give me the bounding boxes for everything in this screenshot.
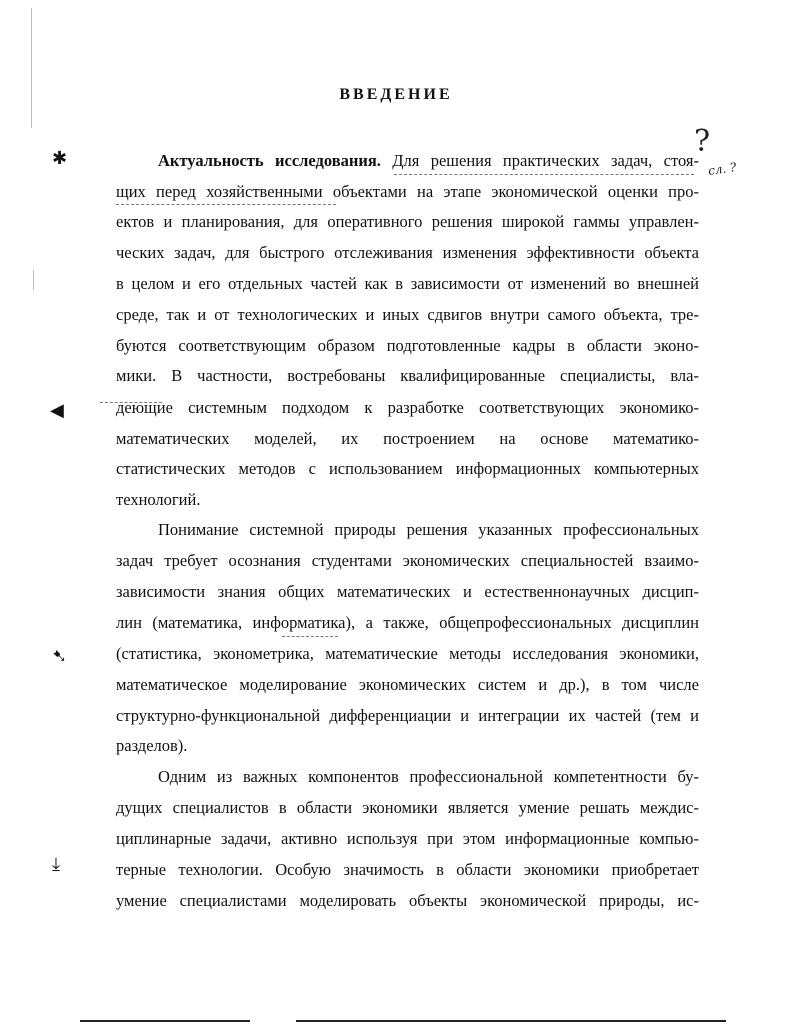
margin-mark-icon: ◀ <box>50 400 64 421</box>
handwritten-scribble: сл. ? <box>707 160 738 178</box>
scan-edge-line <box>31 8 32 128</box>
margin-mark-icon: ➷ <box>52 646 68 667</box>
paragraph-line: ектов и планирования, для оперативного решения широкой гаммы управлен- <box>116 212 699 231</box>
scan-edge-line <box>296 1020 726 1022</box>
section-lead: Актуальность исследования. <box>158 151 381 170</box>
paragraph-line: среде, так и от технологических и иных сдвигов внутри самого объекта, тре- <box>116 305 699 324</box>
paragraph-line: циплинарные задачи, активно используя при этом информационные компью- <box>116 829 699 848</box>
paragraph-line: умение специалистами моделировать объекты экономической природы, ис- <box>116 891 699 910</box>
paragraph-line: мики. В частности, востребованы квалифицированные специалисты, вла- <box>116 366 699 385</box>
paragraph-line: деющие системным подходом к разработке соответствующих экономико- <box>116 398 699 417</box>
scan-edge-line <box>33 270 34 290</box>
paragraph-line: в целом и его отдельных частей как в зависимости от изменений во внешней <box>116 274 699 293</box>
paragraph-line: щих перед хозяйственными объектами на этапе экономической оценки про- <box>116 182 699 201</box>
paragraph-line: задач требует осознания студентами экономических специальностей взаимо- <box>116 551 699 570</box>
pencil-underline <box>394 174 694 175</box>
handwritten-question-mark: ? <box>694 124 711 159</box>
paragraph-line: математических моделей, их построением на основе математико- <box>116 429 699 448</box>
paragraph-line: терные технологии. Особую значимость в области экономики приобретает <box>116 860 699 879</box>
paragraph-1-line-1 <box>158 151 699 171</box>
paragraph-line: статистических методов с использованием информационных компьютерных <box>116 459 699 478</box>
margin-mark-icon: ✱ <box>52 148 68 169</box>
paragraph-line: дущих специалистов в области экономики является умение решать междис- <box>116 798 699 817</box>
paragraph-line: математическое моделирование экономических систем и др.), в том числе <box>116 675 699 694</box>
pencil-underline <box>116 204 336 205</box>
paragraph-line: структурно-функциональной дифференциации и интеграции их частей (тем и <box>116 706 699 725</box>
paragraph-line: технологий. <box>116 490 201 509</box>
scan-edge-line <box>80 1020 250 1022</box>
paragraph-line: лин (математика, информатика), а также, общепрофессиональных дисциплин <box>116 613 699 632</box>
paragraph-line: разделов). <box>116 736 188 755</box>
paragraph-line: буются соответствующим образом подготовленные кадры в области эконо- <box>116 336 699 355</box>
margin-mark-icon: ⤓ <box>52 854 60 875</box>
paragraph-line: Понимание системной природы решения указанных профессиональных <box>158 520 699 539</box>
paragraph-line: (статистика, эконометрика, математические методы исследования экономики, <box>116 644 699 663</box>
page-title: ВВЕДЕНИЕ <box>339 86 453 103</box>
paragraph-line: Одним из важных компонентов профессиональной компетентности бу- <box>158 767 699 786</box>
paragraph-text: Для решения практических задач, стоя- <box>380 151 699 170</box>
paragraph-line: зависимости знания общих математических и естественнонаучных дисцип- <box>116 582 699 601</box>
paragraph-line: ческих задач, для быстрого отслеживания изменения эффективности объекта <box>116 243 699 262</box>
pencil-underline <box>282 636 338 637</box>
